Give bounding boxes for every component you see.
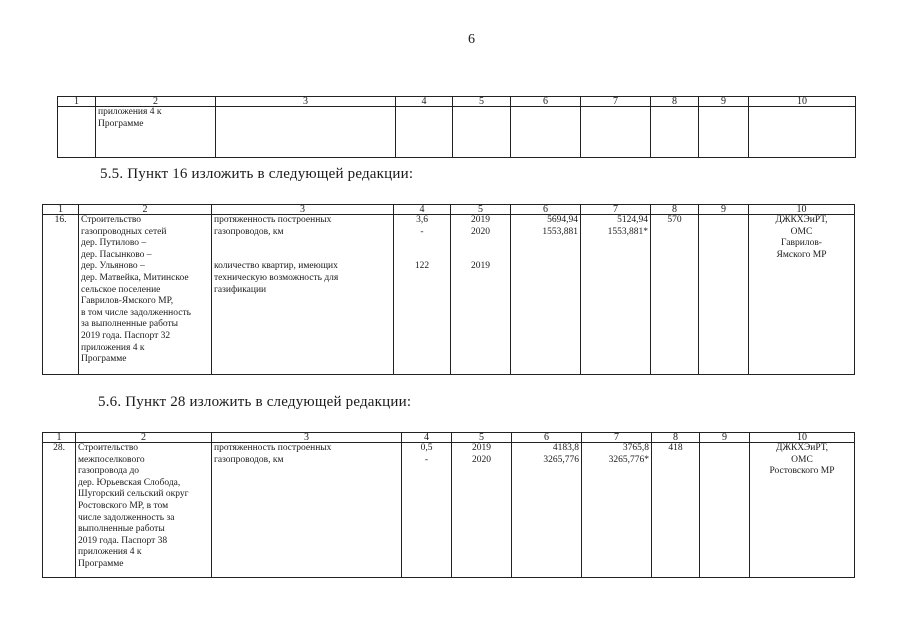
column-header: 2 xyxy=(79,205,212,215)
cell-amount: 5124,94 1553,881* xyxy=(581,215,651,375)
cell-number: 16. xyxy=(43,215,79,375)
cell-total xyxy=(511,107,581,158)
column-header-row xyxy=(43,205,855,215)
column-header: 1 xyxy=(43,205,79,215)
cell-year: 2019 2020 xyxy=(452,443,512,578)
cell-indicator xyxy=(216,107,396,158)
column-header: 1 xyxy=(58,97,96,107)
column-header: 7 xyxy=(582,433,652,443)
cell-number: 28. xyxy=(43,443,76,578)
cell-amount: 3765,8 3265,776* xyxy=(582,443,652,578)
column-header: 4 xyxy=(402,433,452,443)
column-header: 6 xyxy=(511,97,581,107)
cell-empty xyxy=(700,443,750,578)
cell-amount-2: 570 xyxy=(651,215,699,375)
page-number: 6 xyxy=(468,32,475,47)
section-heading: 5.6. Пункт 28 изложить в следующей редакции: xyxy=(98,394,412,410)
column-header: 8 xyxy=(651,205,699,215)
column-header: 5 xyxy=(451,205,511,215)
column-header: 4 xyxy=(396,97,453,107)
cell-total: 5694,94 1553,881 xyxy=(511,215,581,375)
column-header: 1 xyxy=(43,433,76,443)
cell-amount-2 xyxy=(651,107,699,158)
column-header: 2 xyxy=(96,97,216,107)
column-header-row xyxy=(43,433,855,443)
table-row xyxy=(43,215,855,375)
cell-indicator: протяженность построенных газопроводов, км количество квартир, имеющих техническую возможность для газификации xyxy=(212,215,394,375)
column-header: 3 xyxy=(216,97,396,107)
cell-indicator: протяженность построенных газопроводов, км xyxy=(212,443,402,578)
table-item-28 xyxy=(42,432,855,578)
table-item-16 xyxy=(42,204,855,375)
column-header: 9 xyxy=(700,433,750,443)
cell-name: Строительство газопроводных сетей дер. Путилово – дер. Пасынково – дер. Ульяново – дер. Матвейка, Митинское сельское поселение Гаврилов-Ямского МР, в том числе задолженность за выполненные работы 2019 года. Паспорт 32 приложения 4 к Программе xyxy=(79,215,212,375)
cell-executor: ДЖКХЭиРТ, ОМС Гаврилов- Ямского МР xyxy=(749,215,855,375)
table-row xyxy=(58,107,856,158)
column-header: 8 xyxy=(652,433,700,443)
column-header: 5 xyxy=(453,97,511,107)
column-header: 10 xyxy=(750,433,855,443)
cell-name: приложения 4 к Программе xyxy=(96,107,216,158)
column-header: 2 xyxy=(76,433,212,443)
column-header: 3 xyxy=(212,205,394,215)
column-header: 10 xyxy=(749,205,855,215)
cell-year xyxy=(453,107,511,158)
column-header: 5 xyxy=(452,433,512,443)
cell-executor xyxy=(749,107,856,158)
cell-value: 3,6 - 122 xyxy=(394,215,451,375)
cell-empty xyxy=(699,107,749,158)
cell-amount xyxy=(581,107,651,158)
cell-value: 0,5 - xyxy=(402,443,452,578)
column-header: 7 xyxy=(581,205,651,215)
column-header: 10 xyxy=(749,97,856,107)
cell-total: 4183,8 3265,776 xyxy=(512,443,582,578)
column-header: 3 xyxy=(212,433,402,443)
column-header-row xyxy=(58,97,856,107)
cell-number xyxy=(58,107,96,158)
section-heading: 5.5. Пункт 16 изложить в следующей редакции: xyxy=(100,166,414,182)
cell-value xyxy=(396,107,453,158)
cell-year: 2019 2020 2019 xyxy=(451,215,511,375)
table-row xyxy=(43,443,855,578)
cell-empty xyxy=(699,215,749,375)
column-header: 8 xyxy=(651,97,699,107)
column-header: 6 xyxy=(511,205,581,215)
column-header: 7 xyxy=(581,97,651,107)
cell-executor: ДЖКХЭиРТ, ОМС Ростовского МР xyxy=(750,443,855,578)
column-header: 9 xyxy=(699,97,749,107)
column-header: 4 xyxy=(394,205,451,215)
table-continuation xyxy=(57,96,856,158)
cell-amount-2: 418 xyxy=(652,443,700,578)
column-header: 6 xyxy=(512,433,582,443)
cell-name: Строительство межпоселкового газопровода до дер. Юрьевская Слобода, Шугорский сельский округ Ростовского МР, в том числе задолженность за выполненные работы 2019 года. Паспорт 38 приложения 4 к Программе xyxy=(76,443,212,578)
column-header: 9 xyxy=(699,205,749,215)
